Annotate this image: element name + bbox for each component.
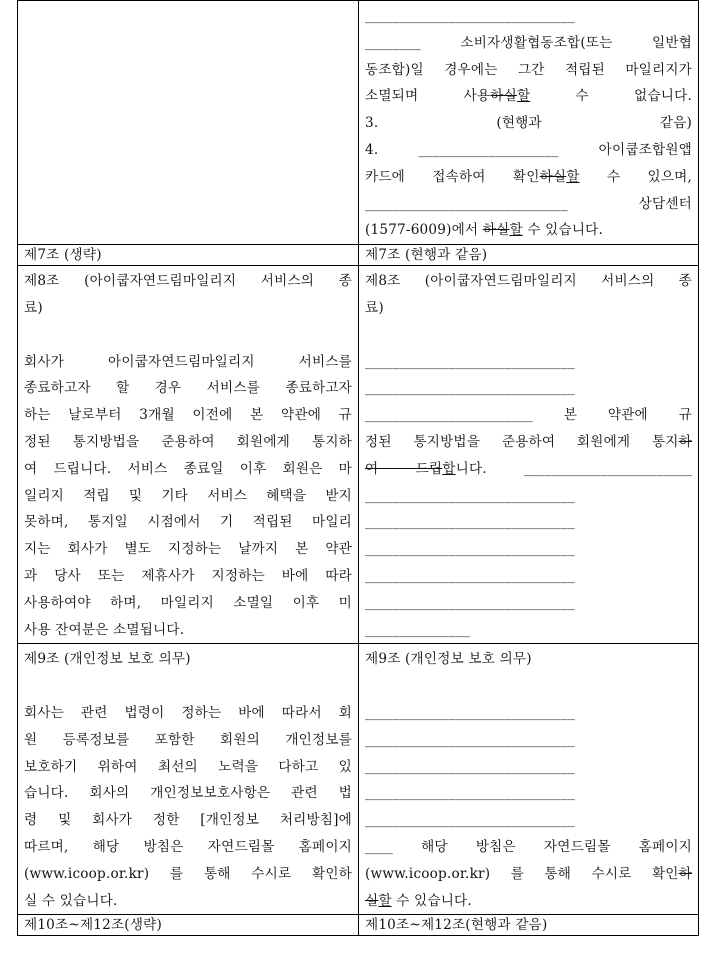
deleted-text: 하실 <box>539 168 567 185</box>
text-line: 과 당사 또는 제휴사가 지정하는 바에 따라 <box>24 567 352 584</box>
text-line: 보호하기 위하여 최선의 노력을 다하고 있 <box>24 758 352 775</box>
text-segment: _______________ <box>365 621 470 638</box>
text-line: (www.icoop.or.kr) 를 통해 수시로 확인하 <box>24 865 352 882</box>
article-8-current-body <box>24 349 352 644</box>
text-line <box>365 807 692 834</box>
text-line <box>365 834 692 861</box>
text-line <box>365 483 692 510</box>
article-8-amended-title: 제8조 (아이쿱자연드림마일리지 서비스의 종 <box>365 273 692 290</box>
text-segment: ______________________________ <box>365 514 575 531</box>
text-segment: ______________________________ <box>365 487 575 504</box>
text-line <box>365 429 692 456</box>
article-7-amended: 제7조 (현행과 같음) <box>359 245 699 266</box>
article-9-amended-body <box>365 700 692 914</box>
text-line: 하는 날로부터 3개월 이전에 본 약관에 규 <box>24 407 352 424</box>
text-line: 령 및 회사가 정한 [개인정보 처리방침]에 <box>24 812 352 829</box>
text-line: 여 드립니다. 서비스 종료일 이후 회원은 마 <box>24 460 352 477</box>
table-row <box>18 266 699 644</box>
text-segment: ______________________________ <box>365 758 575 775</box>
text-line <box>365 30 692 57</box>
text-segment: 정된 통지방법을 준용하여 회원에게 통지 <box>365 433 679 450</box>
text-line <box>365 217 692 244</box>
deleted-text: 실 <box>365 892 379 909</box>
deleted-text: 하실 <box>490 88 517 105</box>
text-line <box>365 402 692 429</box>
inserted-text: 할 <box>516 88 531 105</box>
text-line <box>365 110 692 137</box>
text-segment: ______________________________ <box>365 567 575 584</box>
text-segment: 수 있습니다. <box>522 222 604 239</box>
text-segment: ____ 해당 방침은 자연드림몰 홈페이지 <box>365 838 692 855</box>
text-segment: ______________________________ <box>365 812 575 829</box>
text-segment: 카드에 접속하여 확인 <box>365 168 540 185</box>
text-line: 따르며, 해당 방침은 자연드림몰 홈페이지 <box>24 838 352 855</box>
article-8-amended-cell <box>359 266 699 644</box>
text-line: 일리지 적립 및 기타 서비스 혜택을 받지 <box>24 487 352 504</box>
text-line <box>365 754 692 781</box>
text-line: 지는 회사가 별도 지정하는 날까지 본 약관 <box>24 541 352 558</box>
text-line <box>365 83 692 110</box>
deleted-text: 하 <box>678 865 692 882</box>
text-segment: ______________________________ <box>365 704 575 721</box>
article-8-title: 제8조 (아이쿱자연드림마일리지 서비스의 종 <box>24 273 352 290</box>
text-segment: 수 있으며, <box>579 168 692 185</box>
amended-text-lines <box>365 3 692 244</box>
article-8-title-cont: 료) <box>24 299 43 316</box>
text-line <box>365 617 692 644</box>
text-segment: ______________________________ <box>365 380 575 397</box>
article-9-current-cell <box>18 644 359 915</box>
text-segment: ________________________ 본 약관에 규 <box>365 407 692 424</box>
text-segment: ________ 소비자생활협동조합(또는 일반협 <box>365 34 692 51</box>
text-line <box>365 727 692 754</box>
article-9-title: 제9조 (개인정보 보호 의무) <box>24 651 191 668</box>
row1-right-cell <box>359 1 699 245</box>
text-segment: ______________________________ <box>365 8 575 24</box>
article-7-current: 제7조 (생략) <box>18 245 359 266</box>
text-line <box>365 563 692 590</box>
text-line: 회사는 관련 법령이 정하는 바에 따라서 회 <box>24 704 352 721</box>
text-segment: 수 없습니다. <box>530 88 692 105</box>
text-segment: 4. ____________________ 아이쿱조합원앱 <box>365 141 692 158</box>
text-line <box>365 700 692 727</box>
inserted-text: 할 <box>509 222 523 239</box>
text-line <box>365 536 692 563</box>
text-line <box>365 3 692 30</box>
amendment-comparison-table <box>17 0 699 936</box>
deleted-text: 하 <box>678 433 692 450</box>
text-line <box>365 137 692 164</box>
inserted-text: 합 <box>442 460 456 477</box>
article-9-amended-cell <box>359 644 699 915</box>
text-line: 종료하고자 할 경우 서비스를 종료하고자 <box>24 380 352 397</box>
text-segment: ______________________________ <box>365 594 575 611</box>
inserted-text: 할 <box>378 892 392 909</box>
table-row <box>18 1 699 245</box>
text-line <box>365 780 692 807</box>
article-8-amended-title-cont: 료) <box>365 299 384 316</box>
table-row <box>18 915 699 936</box>
article-8-current-cell <box>18 266 359 644</box>
text-line <box>365 888 692 915</box>
article-8-amended-body <box>365 349 692 644</box>
article-9-current-body <box>24 700 352 914</box>
text-segment: _____________________________ 상담센터 <box>365 195 692 212</box>
text-segment: 3. (현행과 같음) <box>365 115 692 132</box>
text-segment: ______________________________ <box>365 785 575 802</box>
text-line <box>365 57 692 84</box>
text-segment: 소멸되며 사용 <box>365 88 491 105</box>
deleted-text: 여 드립 <box>365 460 443 477</box>
text-segment: 동조합)일 경우에는 그간 적립된 마일리지가 <box>365 61 692 78</box>
text-segment: ______________________________ <box>365 541 575 558</box>
deleted-text: 하실 <box>482 222 510 239</box>
text-line: 못하며, 통지일 시점에서 기 적립된 마일리 <box>24 514 352 531</box>
table-row <box>18 644 699 915</box>
article-10-12-amended: 제10조~제12조(현행과 같음) <box>359 915 699 936</box>
text-segment: (www.icoop.or.kr) 를 통해 수시로 확인 <box>365 865 679 882</box>
text-line: 실 수 있습니다. <box>24 892 118 909</box>
text-line <box>365 191 692 218</box>
text-line <box>365 456 692 483</box>
table-row <box>18 245 699 266</box>
text-line: 사용하여야 하며, 마일리지 소멸일 이후 미 <box>24 594 352 611</box>
row1-left-cell <box>18 1 359 245</box>
text-line: 원 등록정보를 포함한 회원의 개인정보를 <box>24 731 352 748</box>
text-segment: 수 있습니다. <box>391 892 472 909</box>
article-10-12-current: 제10조~제12조(생략) <box>18 915 359 936</box>
text-segment: ______________________________ <box>365 731 575 748</box>
text-line <box>365 590 692 617</box>
article-9-amended-title: 제9조 (개인정보 보호 의무) <box>365 651 532 668</box>
text-line: 사용 잔여분은 소멸됩니다. <box>24 621 185 638</box>
text-segment: 니다. ________________________ <box>455 460 692 477</box>
text-line <box>365 375 692 402</box>
text-line: 정된 통지방법을 준용하여 회원에게 통지하 <box>24 433 352 450</box>
text-line: 회사가 아이쿱자연드림마일리지 서비스를 <box>24 353 352 370</box>
text-line <box>365 861 692 888</box>
text-line: 습니다. 회사의 개인정보보호사항은 관련 법 <box>24 785 352 802</box>
text-line <box>365 509 692 536</box>
text-line <box>365 349 692 376</box>
text-segment: ______________________________ <box>365 353 575 370</box>
text-segment: (1577-6009)에서 <box>365 222 483 239</box>
text-line <box>365 164 692 191</box>
inserted-text: 할 <box>566 168 580 185</box>
